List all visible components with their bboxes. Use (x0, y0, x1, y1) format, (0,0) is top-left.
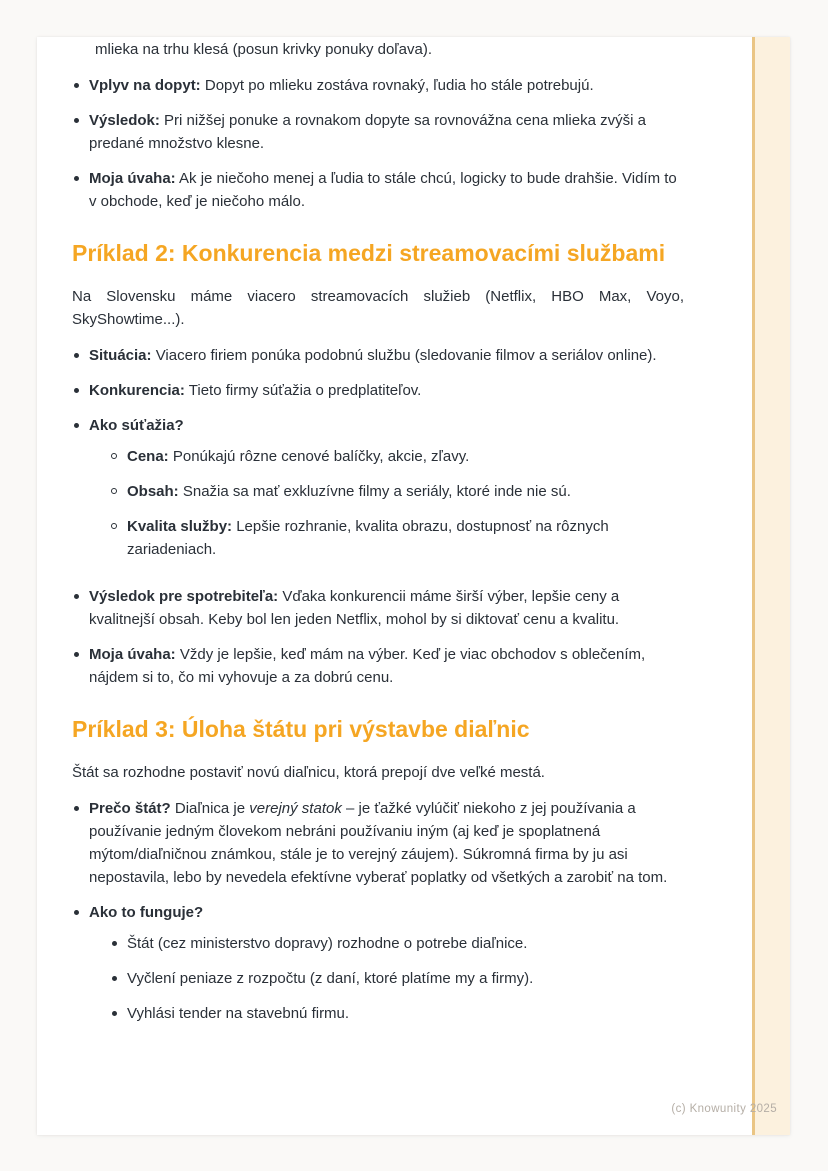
text-run: Vplyv na dopyt: (89, 77, 201, 94)
text-run: Ponúkajú rôzne cenové balíčky, akcie, zľavy. (168, 448, 470, 465)
list-item-text (127, 1002, 684, 1025)
list-item (110, 967, 684, 990)
text-run: Tieto firmy súťažia o predplatiteľov. (184, 382, 422, 399)
list-item (72, 379, 684, 402)
list-item (110, 480, 684, 503)
disc-bullet-icon (72, 167, 89, 213)
list-item-text (89, 379, 684, 402)
page-edge-strip (752, 37, 790, 1135)
list-item (72, 643, 684, 689)
list-item (72, 414, 684, 573)
text-run: Pri nižšej ponuke a rovnakom dopyte sa rovnovážna cena mlieka zvýši a predané množstvo klesne. (89, 112, 646, 152)
text-run: Moja úvaha: (89, 646, 176, 663)
disc-bullet-icon (72, 379, 89, 402)
list-item-text (127, 967, 684, 990)
list-item (72, 585, 684, 631)
list-item-text (127, 932, 684, 955)
disc-bullet-icon (110, 1002, 127, 1025)
text-run: Výsledok: (89, 112, 160, 129)
list-item-text (89, 74, 684, 97)
disc-bullet-icon (72, 414, 89, 573)
section-heading: Príklad 3: Úloha štátu pri výstavbe diaľnic (72, 716, 530, 742)
bullet-list (89, 445, 684, 561)
text-run: verejný statok (249, 800, 342, 817)
text-run: Štát (cez ministerstvo dopravy) rozhodne o potrebe diaľnice. (127, 935, 528, 952)
list-item (110, 515, 684, 561)
paragraph (95, 38, 684, 61)
text-run: Vyčlení peniaze z rozpočtu (z daní, ktoré platíme my a firmy). (127, 970, 534, 987)
list-item-text (127, 445, 684, 468)
list-item-text (89, 797, 684, 889)
list-item-text (89, 109, 684, 155)
disc-bullet-icon (72, 901, 89, 1037)
text-run: Vždy je lepšie, keď mám na výber. Keď je viac obchodov s oblečením, nájdem si to, čo mi vyhovuje a za dobrú cenu. (89, 646, 646, 686)
disc-bullet-icon (72, 344, 89, 367)
watermark: (c) Knowunity 2025 (671, 1103, 777, 1115)
disc-bullet-icon (72, 797, 89, 889)
text-run: Ako to funguje? (89, 904, 204, 921)
section-heading: Príklad 2: Konkurencia medzi streamovacími službami (72, 240, 666, 266)
bullet-list (89, 932, 684, 1025)
document-content (72, 38, 684, 1051)
list-item (110, 1002, 684, 1025)
document-page (37, 37, 790, 1135)
text-run: Obsah: (127, 483, 179, 500)
list-item-text (89, 414, 684, 437)
list-item-text (127, 515, 684, 561)
list-item-text (89, 585, 684, 631)
text-run: Viacero firiem ponúka podobnú službu (sledovanie filmov a seriálov online). (151, 347, 657, 364)
list-item (110, 932, 684, 955)
paragraph (72, 285, 684, 331)
text-run: Snažia sa mať exkluzívne filmy a seriály, ktoré inde nie sú. (178, 483, 571, 500)
text-run: Diaľnica je (170, 800, 250, 817)
list-item (72, 344, 684, 367)
disc-bullet-icon (72, 109, 89, 155)
text-run: Situácia: (89, 347, 152, 364)
list-item (72, 109, 684, 155)
disc-bullet-icon (110, 932, 127, 955)
disc-bullet-icon (72, 74, 89, 97)
list-item (72, 74, 684, 97)
text-run: Moja úvaha: (89, 170, 176, 187)
circle-bullet-icon (110, 445, 127, 468)
disc-bullet-icon (110, 967, 127, 990)
list-item-text (89, 901, 684, 924)
text-run: Konkurencia: (89, 382, 185, 399)
list-item-text (89, 344, 684, 367)
list-item-text (89, 167, 684, 213)
text-run: mlieka na trhu klesá (posun krivky ponuky doľava). (95, 41, 433, 58)
text-run: Prečo štát? (89, 800, 171, 817)
disc-bullet-icon (72, 585, 89, 631)
text-run: Ako súťažia? (89, 417, 184, 434)
bullet-list (72, 797, 684, 1037)
text-run: Výsledok pre spotrebiteľa: (89, 588, 279, 605)
bullet-list (72, 74, 684, 213)
text-run: – je ťažké vylúčiť niekoho z jej používania a používanie jedným človekom nebráni používaniu iným (aj keď je spoplatnená mýtom/diaľničnou známkou, stále je to verejný záujem). Súkromná firma by ju asi nepostavila, lebo by nevedela efektívne vyberať poplatky od všetkých a zarobiť na tom. (89, 800, 668, 886)
list-item (72, 797, 684, 889)
list-item (110, 445, 684, 468)
text-run: Na Slovensku máme viacero streamovacích služieb (Netflix, HBO Max, Voyo, SkyShowtime...). (72, 288, 684, 328)
bullet-list (72, 344, 684, 689)
circle-bullet-icon (110, 515, 127, 561)
circle-bullet-icon (110, 480, 127, 503)
text-run: Ak je niečoho menej a ľudia to stále chcú, logicky to bude drahšie. Vidím to v obchode, keď je niečoho málo. (89, 170, 677, 210)
text-run: Dopyt po mlieku zostáva rovnaký, ľudia ho stále potrebujú. (200, 77, 594, 94)
disc-bullet-icon (72, 643, 89, 689)
text-run: Cena: (127, 448, 169, 465)
text-run: Štát sa rozhodne postaviť novú diaľnicu, ktorá prepojí dve veľké mestá. (72, 764, 545, 781)
list-item-text (127, 480, 684, 503)
text-run: Lepšie rozhranie, kvalita obrazu, dostupnosť na rôznych zariadeniach. (127, 518, 609, 558)
list-item (72, 167, 684, 213)
list-item (72, 901, 684, 1037)
list-item-text (89, 643, 684, 689)
text-run: Kvalita služby: (127, 518, 233, 535)
paragraph (72, 761, 684, 784)
text-run: Vďaka konkurencii máme širší výber, lepšie ceny a kvalitnejší obsah. Keby bol len jeden Netflix, mohol by si diktovať cenu a kvalitu. (89, 588, 620, 628)
text-run: Vyhlási tender na stavebnú firmu. (127, 1005, 350, 1022)
